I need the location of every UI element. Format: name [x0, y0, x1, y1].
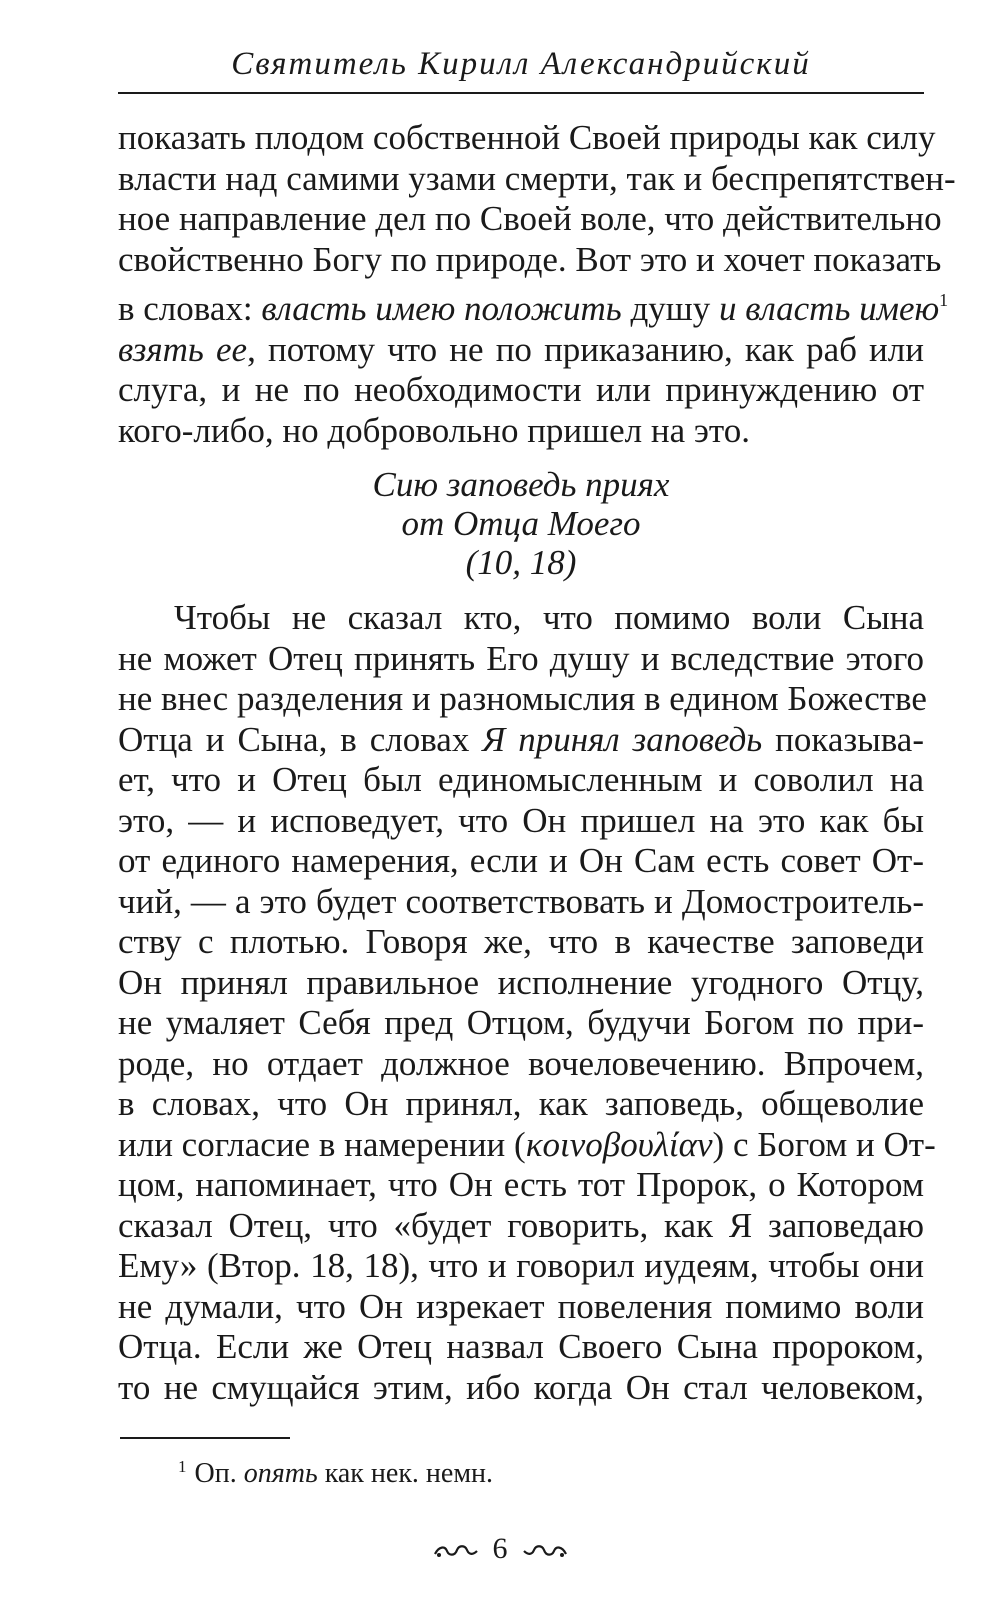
text-line: в словах: власть имею положить душу и власть имею$^1$ [118, 289, 949, 328]
footnote-rule [120, 1437, 290, 1439]
ornament-left-icon [433, 1534, 479, 1568]
ornament-right-icon [522, 1534, 568, 1568]
text-line: от единого намерения, если и Он Сам есть совет От- [118, 841, 924, 880]
paragraph-2 [118, 598, 936, 1408]
footnote-mark: 1 [178, 1457, 187, 1476]
quote-italic: Я принял заповедь [482, 719, 763, 759]
text-line: свойственно Богу по природе. Вот это и хочет показать [118, 239, 942, 279]
text-line: ное направление дел по Своей воле, что действительно [118, 199, 942, 238]
running-head: Святитель Кирилл Александрийский [231, 46, 811, 82]
heading-line: от Отца Моего [401, 504, 641, 543]
text-line: взять ее, потому что не по приказанию, как раб или [118, 329, 924, 369]
text-line: власти над самими узами смерти, так и беспрепятствен- [118, 158, 956, 198]
text-line: кого-либо, но добровольно пришел на это. [118, 410, 750, 450]
text-line: Он принял правильное исполнение угодного Отцу, [118, 962, 924, 1002]
text-line: Отца. Если же Отец назвал Своего Сына пророком, [118, 1327, 924, 1366]
heading-line: Сию заповедь приях [372, 465, 670, 504]
text-line: не умаляет Себя пред Отцом, будучи Богом по при- [118, 1003, 924, 1042]
text-line: Отца и Сына, в словах Я принял заповедь показыва- [118, 719, 924, 759]
page-number: 6 [492, 1532, 508, 1565]
text-line: сказал Отец, что «будет говорить, как Я заповедаю [118, 1205, 924, 1245]
text-line: Чтобы не сказал кто, что помимо воли Сына [174, 598, 924, 637]
text-line: в словах, что Он принял, как заповедь, общеволие [118, 1084, 924, 1123]
text-line: ет, что и Отец был единомысленным и соволил на [118, 760, 924, 799]
footnote-italic: опять [243, 1458, 318, 1489]
text-line: это, — и исповедует, что Он пришел на это как бы [118, 800, 924, 840]
section-heading [118, 465, 924, 582]
greek-term: κοινοβουλίαν [525, 1124, 713, 1164]
text-line: Ему» (Втор. 18, 18), что и говорил иудеям, чтобы они [118, 1246, 924, 1285]
page-folio [0, 1532, 1000, 1568]
quote-italic: и власть имею [719, 289, 940, 328]
paragraph-1 [118, 118, 956, 451]
text-line: роде, но отдает должное вочеловечению. Впрочем, [118, 1043, 924, 1083]
text-line: не думали, что Он изрекает повеления помимо воли [118, 1286, 924, 1326]
text-line: то не смущайся этим, ибо когда Он стал человеком, [118, 1367, 924, 1407]
footnote-ref[interactable]: 1 [939, 290, 949, 310]
text-line: или согласие в намерении (κοινοβουλίαν) с Богом и От- [118, 1124, 936, 1164]
text-line: показать плодом собственной Своей природы как силу [118, 118, 936, 157]
text-line: не может Отец принять Его душу и вследствие этого [118, 638, 924, 678]
header-rule [118, 92, 924, 94]
quote-italic: власть имею положить [261, 289, 622, 328]
text-line: не внес разделения и разномыслия в едином Божестве [118, 679, 927, 718]
heading-reference: (10, 18) [465, 543, 577, 582]
text-line: чий, — а это будет соответствовать и Домостроитель- [118, 881, 924, 921]
text-line: ству с плотью. Говоря же, что в качестве заповеди [118, 922, 924, 961]
footnote: $^1$ Оп. опять как нек. немн. [178, 1457, 494, 1489]
quote-italic: взять ее [118, 329, 248, 369]
text-line: слуга, и не по необходимости или принуждению от [118, 370, 924, 409]
text-line: цом, напоминает, что Он есть тот Пророк, о Котором [118, 1165, 924, 1204]
